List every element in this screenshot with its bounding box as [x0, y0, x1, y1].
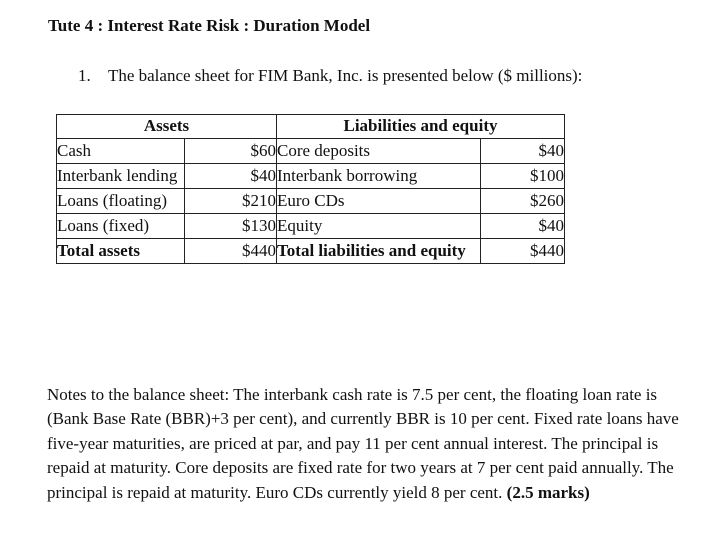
- page-title: Tute 4 : Interest Rate Risk : Duration Model: [48, 16, 371, 35]
- asset-value: $210: [184, 189, 276, 214]
- marks-label: (2.5 marks): [506, 482, 590, 502]
- asset-value: $130: [184, 214, 276, 239]
- liability-label: Core deposits: [277, 139, 481, 164]
- liability-label: Equity: [277, 214, 481, 239]
- liabilities-header: Liabilities and equity: [277, 115, 565, 139]
- table-header-row: [57, 115, 565, 139]
- table-total-row: [57, 239, 565, 264]
- table-row: [57, 164, 565, 189]
- liability-value: $40: [481, 214, 565, 239]
- question-text: The balance sheet for FIM Bank, Inc. is presented below ($ millions):: [107, 66, 583, 85]
- assets-header: Assets: [57, 115, 277, 139]
- total-liabilities-label: Total liabilities and equity: [277, 239, 481, 264]
- total-assets-label: Total assets: [57, 239, 185, 264]
- question-number: 1.: [78, 66, 91, 85]
- balance-sheet-table: [56, 114, 565, 264]
- asset-label: Cash: [57, 139, 185, 164]
- question-1: [78, 66, 582, 86]
- table-row: [57, 189, 565, 214]
- liability-value: $100: [481, 164, 565, 189]
- liability-value: $40: [481, 139, 565, 164]
- notes-text: Notes to the balance sheet: The interbank cash rate is 7.5 per cent, the floating loan rate is (Bank Base Rate (BBR)+3 per cent), and currently BBR is 10 per cent. Fixed rate loans have five-year maturities, are priced at par, and pay 11 per cent annual interest. The principal is repaid at maturity. Core deposits are fixed rate for two years at 7 per cent paid annually. The principal is repaid at maturity. Euro CDs currently yield 8 per cent.: [47, 385, 679, 502]
- table-row: [57, 139, 565, 164]
- balance-sheet-notes: [47, 383, 687, 505]
- liability-value: $260: [481, 189, 565, 214]
- asset-value: $40: [184, 164, 276, 189]
- asset-label: Loans (fixed): [57, 214, 185, 239]
- asset-label: Interbank lending: [57, 164, 185, 189]
- total-liabilities-value: $440: [481, 239, 565, 264]
- total-assets-value: $440: [184, 239, 276, 264]
- asset-value: $60: [184, 139, 276, 164]
- table-row: [57, 214, 565, 239]
- liability-label: Interbank borrowing: [277, 164, 481, 189]
- liability-label: Euro CDs: [277, 189, 481, 214]
- asset-label: Loans (floating): [57, 189, 185, 214]
